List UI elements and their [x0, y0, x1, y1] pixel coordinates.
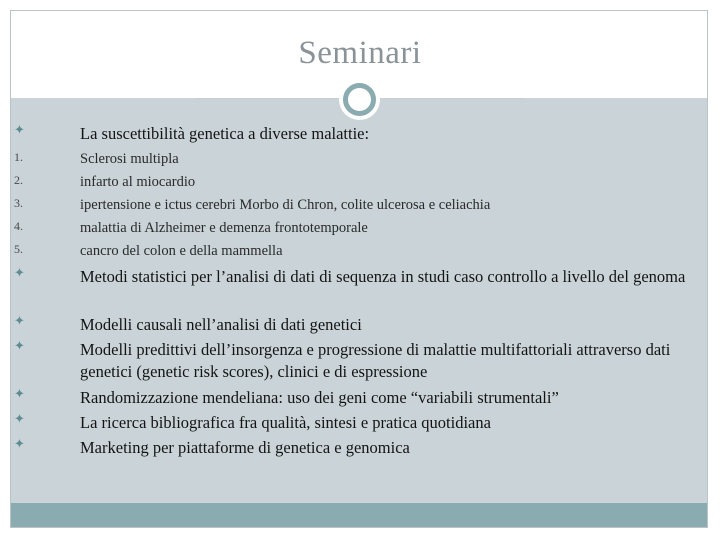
circle-ornament-icon	[339, 79, 380, 120]
diamond-bullet-icon: ✦	[14, 123, 25, 138]
footer-band	[11, 503, 707, 527]
item-number: 4.	[14, 219, 23, 233]
item-text: cancro del colon e della mammella	[80, 243, 283, 259]
diamond-bullet-icon: ✦	[14, 314, 25, 329]
intro-text: La suscettibilità genetica a diverse malattie:	[80, 124, 370, 143]
bullet-text: Modelli causali nell’analisi di dati genetici	[80, 315, 362, 334]
bullet-text: Randomizzazione mendeliana: uso dei geni come “variabili strumentali”	[80, 388, 559, 407]
diamond-bullet-icon: ✦	[14, 387, 25, 402]
bullet-text: Marketing per piattaforme di genetica e genomica	[80, 438, 410, 457]
diamond-bullet-icon: ✦	[14, 266, 25, 281]
bullet-text: Metodi statistici per l’analisi di dati di sequenza in studi caso controllo a livello del genoma	[80, 267, 686, 286]
diamond-bullet-icon: ✦	[14, 437, 25, 452]
bullet-text: Modelli predittivi dell’insorgenza e progressione di malattie multifattoriali attraverso dati genetici (genetic risk scores), clinici e di espressione	[80, 340, 671, 381]
slide-title: Seminari	[298, 35, 422, 71]
item-text: infarto al miocardio	[80, 174, 196, 190]
item-number: 2.	[14, 173, 23, 187]
item-text: ipertensione e ictus cerebri Morbo di Chron, colite ulcerosa e celiachia	[80, 197, 491, 213]
diamond-bullet-icon: ✦	[14, 339, 25, 354]
item-number: 5.	[14, 242, 23, 256]
bullet-text: La ricerca bibliografica fra qualità, sintesi e pratica quotidiana	[80, 413, 491, 432]
item-text: malattia di Alzheimer e demenza frontotemporale	[80, 220, 368, 236]
diamond-bullet-icon: ✦	[14, 412, 25, 427]
item-number: 3.	[14, 196, 23, 210]
item-number: 1.	[14, 150, 23, 164]
item-text: Sclerosi multipla	[80, 151, 179, 167]
